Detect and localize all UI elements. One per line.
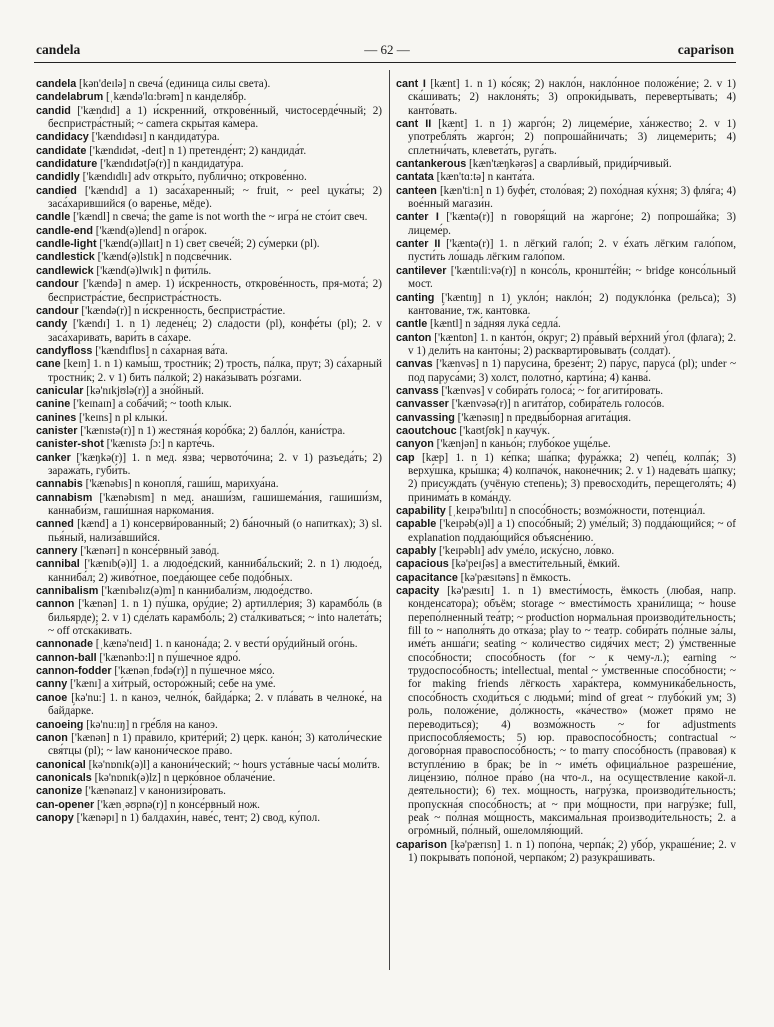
entry-headword: cant I bbox=[396, 78, 426, 90]
entry-headword: candela bbox=[36, 78, 77, 90]
dictionary-entry bbox=[36, 398, 382, 411]
entry-definition: ['kænvəsə(r)] n агита́тор, собира́тель голосо́в. bbox=[451, 398, 665, 411]
entry-definition: ['kændɪdət, -deɪt] n 1) претенде́нт; 2) кандида́т. bbox=[89, 144, 307, 157]
entry-definition: ['kændɪflɒs] n са́харная ва́та. bbox=[95, 344, 228, 357]
entry-headword: cannibal bbox=[36, 558, 80, 571]
entry-definition: ['kænjən] n каньо́н; глубо́кое уще́лье. bbox=[436, 438, 611, 451]
dictionary-entry bbox=[396, 839, 736, 866]
dictionary-entry bbox=[36, 585, 382, 598]
entry-definition: [kə'nu:] 1. n каноэ, челно́к, байда́рка; 2. v пла́вать в челноке́, на байда́рке. bbox=[48, 691, 383, 718]
entry-headword: cap bbox=[396, 451, 415, 464]
entry-definition: ['keɪnaɪn] a соба́чий; ~ tooth клык. bbox=[73, 398, 232, 411]
dictionary-entry bbox=[396, 211, 736, 238]
entry-definition: ['kænɪbəlɪz(ə)m] n каннибали́зм, людое́дство. bbox=[101, 585, 313, 598]
dictionary-entry bbox=[36, 732, 382, 759]
entry-definition: ['kænən] n 1) пра́вило, крите́рий; 2) церк. кано́н; 3) католи́ческие свя́тцы (pl); ~ law канони́ческое пра́во. bbox=[48, 731, 382, 758]
header-first-word: candela bbox=[36, 42, 81, 57]
entry-definition: [keɪn] 1. n 1) камы́ш, тростни́к; 2) трость, па́лка, прут; 3) са́харный тростни́к; 2. v 1) бить па́лкой; 2) нака́зывать ро́згами. bbox=[48, 358, 382, 384]
dictionary-entry bbox=[36, 91, 382, 104]
entry-headword: canopy bbox=[36, 811, 74, 824]
entry-headword: cannery bbox=[36, 545, 78, 558]
entry-definition: [kæn'tɑ:tə] n канта́та. bbox=[436, 171, 535, 184]
entry-definition: ['kænəbɪsm] n мед. анаши́зм, гашишема́ния, гашиши́зм, каннаби́зм, гаши́шная наркома́ния. bbox=[48, 491, 382, 517]
dictionary-entry bbox=[36, 211, 382, 224]
dictionary-entry bbox=[396, 358, 736, 385]
entry-definition: [kə'peɪʃəs] a вмести́тельный, ёмкий. bbox=[451, 558, 621, 571]
entry-headword: canonical bbox=[36, 758, 86, 771]
entry-definition: ['kænvəs] n 1) паруси́на, брезе́нт; 2) па́рус, паруса́ (pl); under ~ под паруса́ми; 3) холст, полотно́, карти́на; 4) канва́. bbox=[408, 358, 736, 384]
entry-definition: ['kæntɪli:və(r)] n консо́ль, кронште́йн; ~ bridge консо́льный мост. bbox=[408, 264, 736, 291]
entry-headword: cant II bbox=[396, 118, 432, 131]
dictionary-entry bbox=[36, 145, 382, 158]
entry-headword: can-opener bbox=[36, 798, 95, 811]
entry-definition: ['kænd(ə)lwɪk] n фити́ль. bbox=[96, 264, 212, 277]
dictionary-entry bbox=[36, 78, 382, 91]
entry-headword: cantle bbox=[396, 318, 428, 331]
dictionary-entry bbox=[396, 78, 736, 118]
dictionary-entry bbox=[36, 251, 382, 264]
entry-definition: [ˌkænə'neɪd] 1. n канона́да; 2. v вести́ ору́дийный ого́нь. bbox=[95, 638, 358, 651]
entry-headword: cannon-ball bbox=[36, 651, 97, 664]
entry-definition: ['kænd(ə)lstɪk] n подсве́чник. bbox=[97, 251, 232, 264]
entry-definition: ['kæntə(r)] n говоря́щий на жарго́не; 2) попроша́йка; 3) лицеме́р. bbox=[408, 211, 737, 237]
entry-definition: ['kændɪdəsɪ] n кандидату́ра. bbox=[91, 131, 220, 144]
dictionary-entry bbox=[36, 158, 382, 171]
entry-headword: canonize bbox=[36, 785, 83, 798]
entry-headword: cannibalism bbox=[36, 585, 99, 598]
dictionary-entry bbox=[396, 318, 736, 331]
dictionary-entry bbox=[396, 292, 736, 319]
dictionary-entry bbox=[36, 678, 382, 691]
entry-headword: capable bbox=[396, 518, 437, 531]
dictionary-entry bbox=[36, 412, 382, 425]
entry-definition: ['keɪpəblɪ] adv уме́ло, иску́сно, ло́вко. bbox=[439, 545, 615, 558]
dictionary-entry bbox=[36, 105, 382, 132]
dictionary-entry bbox=[396, 185, 736, 212]
dictionary-entry bbox=[36, 492, 382, 519]
dictionary-entry bbox=[396, 572, 736, 585]
dictionary-entry bbox=[396, 265, 736, 292]
entry-headword: cantilever bbox=[396, 264, 447, 277]
entry-headword: candy bbox=[36, 318, 68, 331]
entry-headword: capacitance bbox=[396, 571, 458, 584]
entry-headword: canny bbox=[36, 678, 68, 691]
dictionary-entry bbox=[36, 318, 382, 345]
entry-headword: canicular bbox=[36, 384, 84, 397]
entry-headword: canine bbox=[36, 398, 71, 411]
entry-definition: ['kænəbɪs] n конопля́, гаши́ш, марихуа́на. bbox=[85, 478, 279, 491]
entry-headword: canvassing bbox=[396, 411, 455, 424]
entry-definition: ['kændɪdətʃə(r)] n кандидату́ра. bbox=[100, 158, 244, 171]
right-column bbox=[396, 78, 736, 865]
entry-headword: canting bbox=[396, 291, 435, 304]
entry-definition: ['kændɪ] 1. n 1) ледене́ц; 2) сла́дости (pl), конфе́ты (pl); 2. v заса́харивать, вари́ть в са́харе. bbox=[48, 318, 382, 344]
entry-definition: ['kændl] n свеча́; the game is not worth the ~ игра́ не сто́ит свеч. bbox=[73, 211, 368, 224]
entry-headword: canvass bbox=[396, 384, 439, 397]
entry-definition: [kænt] 1. n 1) жарго́н; 2) лицеме́рие, ха́нжество; 2. v 1) употребля́ть жарго́н; 2) попроша́йничать; 3) лицеме́рить; 4) сплетни́чать, клевета́ть, руга́ть. bbox=[408, 118, 737, 157]
entry-headword: canvas bbox=[396, 358, 433, 371]
entry-headword: candle-end bbox=[36, 224, 93, 237]
entry-definition: ['kænvəs] v собира́ть голоса́; ~ for агити́ровать. bbox=[441, 384, 664, 397]
dictionary-entry bbox=[396, 545, 736, 558]
dictionary-entry bbox=[36, 785, 382, 798]
dictionary-entry bbox=[36, 772, 382, 785]
page-number: — 62 — bbox=[364, 42, 410, 57]
entry-definition: [ˌkeɪpə'bɪlɪtɪ] n спосо́бность; возмо́жности, потенциа́л. bbox=[448, 505, 706, 517]
entry-definition: [kænt] 1. n 1) ко́сяк; 2) накло́н, накло́нное положе́ние; 2. v 1) ска́шивать; 2) наклоня́ть; 3) опроки́дывать, переверты́вать; 4) канто́вать. bbox=[408, 78, 737, 117]
entry-definition: [kæn'tæŋkərəs] a сварли́вый, приди́рчивый. bbox=[469, 158, 672, 171]
entry-headword: capably bbox=[396, 545, 437, 558]
entry-definition: [kæp] 1. n 1) ке́пка; ша́пка; фура́жка; 2) чепе́ц, колпа́к; 3) верху́шка, кры́шка; 4) колпачо́к, наконе́чник; 2. v 1) надева́ть ша́пку; 2) присужда́ть (учёную степень); 3) превосходи́ть, перещеголя́ть; 4) принима́ть в кома́нду. bbox=[408, 451, 736, 504]
dictionary-entry bbox=[396, 171, 736, 184]
dictionary-entry bbox=[36, 238, 382, 251]
entry-definition: ['kændɪd] a 1) и́скренний, открове́нный, чистосерде́чный; 2) беспристра́стный; ~ camera скры́тая ка́мера. bbox=[48, 104, 383, 131]
dictionary-entry bbox=[36, 265, 382, 278]
entry-headword: canteen bbox=[396, 184, 437, 197]
entry-headword: candid bbox=[36, 104, 71, 117]
dictionary-entry bbox=[396, 238, 736, 265]
entry-headword: cannon bbox=[36, 598, 75, 611]
dictionary-entry bbox=[36, 545, 382, 558]
dictionary-entry bbox=[36, 438, 382, 451]
entry-headword: canon bbox=[36, 731, 68, 744]
entry-definition: ['kænɪb(ə)l] 1. a людое́дский, канниба́льский; 2. n 1) людое́д, канниба́л; 2) живо́тное, поеда́ющее себе подо́бных. bbox=[48, 558, 382, 584]
entry-definition: ['kænɪ] a хи́трый, осторо́жный; себе на уме́. bbox=[70, 678, 276, 691]
entry-definition: ['kænəsɪŋ] n предвы́борная агита́ция. bbox=[457, 411, 632, 424]
entry-headword: canoeing bbox=[36, 718, 84, 731]
dictionary-entry bbox=[396, 118, 736, 158]
entry-headword: candle bbox=[36, 211, 71, 224]
dictionary-entry bbox=[36, 358, 382, 385]
dictionary-entry bbox=[396, 585, 736, 839]
entry-headword: canines bbox=[36, 411, 77, 424]
entry-definition: ['kæntə(r)] 1. n лёгкий гало́п; 2. v е́хать лёгким гало́пом, пусти́ть ло́шадь лёгким гало́пом. bbox=[408, 238, 737, 264]
left-column bbox=[36, 78, 382, 825]
entry-headword: cantata bbox=[396, 171, 434, 184]
dictionary-entry bbox=[36, 652, 382, 665]
dictionary-entry bbox=[36, 638, 382, 651]
entry-headword: candyfloss bbox=[36, 344, 93, 357]
entry-headword: candidate bbox=[36, 144, 87, 157]
entry-definition: ['kændə(r)] n и́скренность, беспристра́стие. bbox=[81, 304, 286, 317]
dictionary-entry bbox=[396, 518, 736, 545]
entry-headword: candied bbox=[36, 184, 77, 197]
entry-headword: capacious bbox=[396, 558, 449, 571]
header-last-word: caparison bbox=[677, 42, 734, 57]
dictionary-entry bbox=[36, 812, 382, 825]
entry-headword: candidature bbox=[36, 158, 98, 171]
dictionary-entry bbox=[36, 278, 382, 305]
entry-headword: candour bbox=[36, 304, 79, 317]
entry-definition: ['kænənbɔ:l] n пу́шечное ядро́. bbox=[99, 651, 241, 664]
entry-headword: canoe bbox=[36, 691, 68, 704]
entry-definition: ['kaʊtʃʊk] n каучу́к. bbox=[459, 424, 551, 437]
dictionary-entry bbox=[396, 452, 736, 505]
dictionary-entry bbox=[36, 425, 382, 438]
dictionary-entry bbox=[396, 398, 736, 411]
entry-definition: [kə'pærɪsn] 1. n 1) попо́на, черпа́к; 2) убо́р, украше́ние; 2. v 1) покрыва́ть попо́ной, черпако́м; 2) разукра́шивать. bbox=[408, 838, 737, 864]
entry-definition: ['kændə] n амер. 1) и́скренность, открове́нность, пря-мота́; 2) беспристра́стие, беспристра́стность. bbox=[48, 278, 382, 304]
entry-definition: [ˌkændə'lɑ:brəm] n канделя́бр. bbox=[106, 91, 247, 104]
entry-definition: [kə'nɪkjʊlə(r)] a зно́йный. bbox=[86, 384, 204, 397]
entry-headword: candidacy bbox=[36, 131, 89, 144]
dictionary-entry bbox=[36, 558, 382, 585]
entry-definition: [kən'deɪlə] n свеча́ (единица силы света). bbox=[79, 78, 271, 90]
entry-headword: canyon bbox=[396, 438, 434, 451]
dictionary-entry bbox=[36, 225, 382, 238]
dictionary-entry bbox=[396, 425, 736, 438]
entry-definition: [kə'nu:ɪŋ] n гре́бля на каноэ. bbox=[86, 718, 218, 731]
dictionary-entry bbox=[396, 385, 736, 398]
dictionary-entry bbox=[396, 412, 736, 425]
entry-headword: candle-light bbox=[36, 238, 97, 251]
entry-headword: caoutchouc bbox=[396, 424, 457, 437]
entry-definition: [kæn'ti:n] n 1) буфе́т, столо́вая; 2) похо́дная ку́хня; 3) фля́га; 4) вое́нный магази́н. bbox=[408, 184, 736, 211]
entry-definition: [kænd] a 1) консерви́рованный; 2) ба́ночный (о напитках); 3) sl. пья́ный, нализа́вшийся. bbox=[48, 518, 383, 544]
dictionary-entry bbox=[396, 558, 736, 571]
entry-definition: ['kænənaɪz] v канонизи́ровать. bbox=[85, 785, 226, 798]
entry-headword: canter II bbox=[396, 238, 441, 251]
entry-definition: ['keɪns] n pl клыки́. bbox=[79, 411, 168, 424]
dictionary-entry bbox=[36, 131, 382, 144]
dictionary-entry bbox=[36, 518, 382, 545]
entry-headword: capability bbox=[396, 505, 446, 517]
dictionary-entry bbox=[36, 385, 382, 398]
entry-headword: canter I bbox=[396, 211, 439, 224]
entry-headword: cane bbox=[36, 358, 61, 371]
entry-definition: ['kænɪstə ʃɔ:] n карте́чь. bbox=[106, 438, 215, 451]
dictionary-entry bbox=[36, 452, 382, 479]
dictionary-entry bbox=[36, 692, 382, 719]
dictionary-entry bbox=[36, 305, 382, 318]
entry-headword: candour bbox=[36, 278, 79, 291]
entry-headword: canker bbox=[36, 451, 71, 464]
entry-headword: capacity bbox=[396, 585, 440, 598]
entry-headword: candlestick bbox=[36, 251, 95, 264]
entry-definition: ['kænənˌfɒdə(r)] n пу́шечное мя́со. bbox=[114, 665, 275, 678]
dictionary-entry bbox=[36, 185, 382, 212]
dictionary-entry bbox=[396, 438, 736, 451]
entry-definition: ['kænərɪ] n консе́рвный заво́д. bbox=[80, 545, 220, 558]
entry-definition: ['kænən] 1. n 1) пу́шка, ору́дие; 2) артилле́рия; 3) карамбо́ль (в бильярде); 2. v 1) сде́лать карамбо́ль; 2) ста́лкиваться; ~ into налета́ть; ~ off отска́кивать. bbox=[48, 598, 383, 638]
entry-headword: canned bbox=[36, 518, 74, 531]
dictionary-entry bbox=[36, 598, 382, 638]
entry-definition: [kə'nɒnɪk(ə)l] a канони́ческий; ~ hours уста́вные часы́ моли́тв. bbox=[88, 758, 380, 771]
entry-definition: ['kændɪdlɪ] adv откры́то, публи́чно; открове́нно. bbox=[82, 171, 307, 184]
dictionary-entry bbox=[36, 345, 382, 358]
entry-headword: canonicals bbox=[36, 771, 92, 784]
entry-headword: canister-shot bbox=[36, 438, 104, 451]
entry-headword: canton bbox=[396, 331, 432, 344]
entry-definition: ['kænd(ə)lend] n ога́рок. bbox=[95, 224, 207, 237]
entry-headword: canvasser bbox=[396, 398, 449, 411]
entry-headword: candlewick bbox=[36, 264, 94, 277]
entry-definition: [kə'pæsɪtɪ] 1. n 1) вмести́мость, ёмкость (любая, напр. конденсатора); объём; storage ~ вмести́мость храни́лища; ~ house перепо́лненный теа́тр; ~ production нормальная производи́тельность; fill to ~ наполня́ть до отка́за; play to ~ театр. собира́ть по́лные за́лы, име́ть анша́ги; seating ~ коли́чество сидя́чих мест; 2) у́мственные спосо́бности; спосо́бность (for ~ к чему-л.); earning ~ трудоспосо́бность; intellectual, mental ~ у́мственные спосо́бности; ~ for making friends лёгкость хара́ктера, коммуника́бельность, спосо́бность сходи́ться с людьми́; mind of great ~ глубо́кий ум; 3) роль, положе́ние, до́лжность, «ка́чество» (может прямо не переводиться); 4) возмо́жность ~ for adjustments приспособля́емость; 5) юр. правоспосо́бность; contractual ~ догово́рная правоспосо́бность; ~ to marry спосо́бность (правовая) к вступле́нию в брак; be in ~ име́ть официа́льное разреше́ние, лице́нзию, по́лное пра́во (на что-л., на осуществление какой-л. деятельности); 6) тех. мо́щность, нагру́зка, производи́тельность; пропускна́я спосо́бность; at ~ при мо́щности, при нагру́зке; full, peak ~ по́лная мо́щность, максима́льная производи́тельность; 2. a огро́мный, по́лный, ошеломля́ющий. bbox=[408, 585, 737, 838]
dictionary-entry bbox=[36, 171, 382, 184]
entry-definition: ['keɪpəb(ə)l] a 1) спосо́бный; 2) уме́лый; 3) подда́ющийся; ~ of explanation поддаю́щийся объясне́нию. bbox=[408, 518, 736, 544]
entry-headword: canister bbox=[36, 424, 78, 437]
entry-headword: candelabrum bbox=[36, 91, 104, 104]
header-rule bbox=[34, 62, 736, 63]
dictionary-entry bbox=[36, 759, 382, 772]
entry-headword: cannabism bbox=[36, 491, 93, 504]
entry-definition: [kə'pæsɪtəns] n ёмкость. bbox=[460, 571, 571, 584]
entry-headword: candidly bbox=[36, 171, 80, 184]
dictionary-entry bbox=[396, 332, 736, 359]
dictionary-entry bbox=[36, 719, 382, 732]
page-header bbox=[0, 42, 774, 62]
entry-headword: cannabis bbox=[36, 478, 83, 491]
entry-definition: ['kænɪstə(r)] n 1) жестяна́я коро́бка; 2) балло́н, кани́стра. bbox=[80, 424, 346, 437]
dictionary-entry bbox=[396, 158, 736, 171]
entry-definition: [kə'nɒnɪk(ə)lz] n церко́вное облаче́ние. bbox=[94, 771, 276, 784]
entry-headword: cannonade bbox=[36, 638, 93, 651]
entry-definition: ['kæntɒn] 1. n канто́н, о́круг; 2) пра́вый ве́рхний у́гол (флага); 2. v 1) дели́ть на канто́ны; 2) расквартиро́вывать (солдат). bbox=[408, 331, 736, 357]
entry-definition: ['kæŋkə(r)] 1. n мед. я́зва; червото́чина; 2. v 1) разъеда́ть; 2) заража́ть, губи́ть. bbox=[48, 451, 383, 477]
dictionary-entry bbox=[36, 799, 382, 812]
entry-headword: cantankerous bbox=[396, 158, 467, 171]
entry-definition: ['kæntɪŋ] n 1) укло́н; накло́н; 2) подукло́нка (рельса); 3) кантова́ние, тж. канто́вка. bbox=[408, 291, 737, 317]
dictionary-entry bbox=[396, 505, 736, 518]
entry-definition: ['kændɪd] a 1) заса́харенный; ~ fruit, ~ peel цука́ты; 2) заса́харившийся (о варенье, мёде). bbox=[48, 184, 383, 211]
entry-headword: caparison bbox=[396, 838, 448, 851]
dictionary-entry bbox=[36, 665, 382, 678]
entry-definition: ['kænəpɪ] n 1) балдахи́н, наве́с, тент; 2) свод, ку́пол. bbox=[76, 811, 320, 824]
entry-definition: ['kænd(ə)llaɪt] n 1) свет свече́й; 2) су́мерки (pl). bbox=[99, 238, 320, 251]
column-divider bbox=[389, 70, 390, 970]
dictionary-entry bbox=[36, 478, 382, 491]
entry-headword: cannon-fodder bbox=[36, 665, 112, 678]
entry-definition: ['kænˌəʊpnə(r)] n консе́рвный нож. bbox=[97, 798, 260, 811]
entry-definition: [kæntl] n за́дняя лука́ седла́. bbox=[430, 318, 561, 331]
